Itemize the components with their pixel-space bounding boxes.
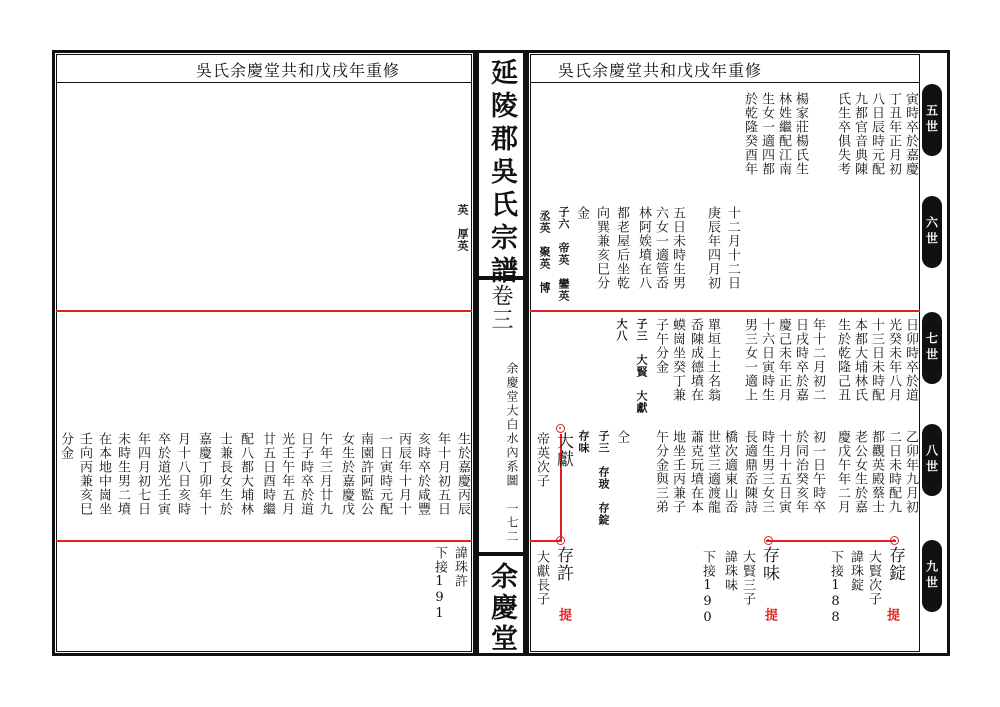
gen8-text-col-14: 地坐壬丙兼子 [670,430,685,514]
left-gen8-top: 年十月初五日 [435,432,450,516]
gen5-text-col-8: 生女一適四都 [759,92,774,176]
gen8-text-col-4: 老公女生於嘉 [852,430,867,514]
gen8-text-col-7: 於同治癸亥年 [793,430,808,514]
cunwei-name: 存味 [759,546,779,582]
gen7-text-col-9: 十六日寅時生 [759,318,774,402]
left-gen9-line-1: 諱珠許 [452,546,467,588]
gen5-text-col-9: 於乾隆癸酉年 [742,92,757,176]
generation-tab-5: 五世 [922,84,942,156]
spine-title: 延陵郡吳氏宗譜 [486,58,517,289]
gen8-text-col-13: 蕭克玩墳在本 [688,430,703,514]
cunwei-line-3: 下接190 [700,550,715,626]
left-gen-line-9 [56,540,472,542]
gen5-text-col-17: 金 [574,206,589,220]
left-gen8-col-9: 光壬午年五月 [279,432,294,516]
left-gen8-col-19: 壬向丙兼亥巳 [77,432,92,516]
gen7-text-col-2: 光癸未年八月 [886,318,901,402]
gen7-text-col-10: 男三女一適上 [742,318,757,402]
left-gen8-col-13: 嘉慶丁卯年十 [196,432,211,516]
gen8-sons-extra: 存味 [577,430,590,454]
cunding-line-1: 大賢次子 [866,550,881,606]
left-gen8-col-2: 亥時卒於咸豐 [415,432,430,516]
cunding-name: 存錠 [885,546,905,582]
gen7-text-col-11: 單垣上土名翁 [705,318,720,402]
gen5-text-col-6: 楊家莊楊氏生 [793,92,808,176]
gen6-sons-col-2: 丞英 聚英 博 [538,210,551,294]
spine-subtitle: 余慶堂大白水內系圖 一七二 [505,362,519,544]
gen5-text-col-7: 林姓繼配江南 [776,92,791,176]
left-gen8-col-10: 廿五日酉時繼 [260,432,275,516]
gen7-text-col-13: 蟆崗坐癸丁兼 [670,318,685,402]
daxian-name: 大獻 [553,432,573,468]
gen5-text-col-11: 庚辰年四月初 [705,206,720,290]
left-gen8-col-5: 南園許阿監公 [358,432,373,516]
left-gen8-col-3: 丙辰年十月十 [396,432,411,516]
cunding-line-2: 諱珠錠 [848,550,863,592]
right-gen-line-9b [766,540,896,542]
cunwei-marker [764,536,773,545]
gen8-sons-col: 子三 存玻 存錠 [597,430,610,526]
cunxu-tag: 提 [556,608,571,622]
gen7-text-col-5: 生於乾隆己丑 [835,318,850,402]
generation-tab-6: 六世 [922,196,942,268]
gen5-text-col-1: 寅時卒於嘉慶 [903,92,918,176]
gen5-text-col-2: 丁丑年正月初 [886,92,901,176]
gen8-text-col-3: 都觀英殿蔡士 [869,430,884,514]
left-gen9-line-2: 下接191 [432,546,447,622]
gen7-text-col-1: 日卯時卒於道 [903,318,918,402]
gen7-text-col-12: 岙陳成德墳在 [688,318,703,402]
left-page-inner [56,54,472,652]
left-gen8-col-17: 未時生男二墳 [115,432,130,516]
spine-divider-bottom [478,552,524,556]
gen8-text-col-6: 初一日午時卒 [810,430,825,514]
cunxu-name: 存許 [553,546,573,582]
left-gen8-col-14: 月十八日亥時 [175,432,190,516]
gen8-text-col-12: 世堂三適渡龍 [705,430,720,514]
cunding-tag: 提 [884,608,899,622]
dixian-second-son-note: 帝英次子 [534,432,549,488]
left-gen8-col-6: 女生於嘉慶戊 [339,432,354,516]
gen7-text-col-8: 慶己未年正月 [776,318,791,402]
cunwei-tag: 提 [762,608,777,622]
gen5-text-col-14: 林阿娭墳在八 [636,206,651,290]
left-gen8-col-12: 士兼長女生於 [217,432,232,516]
left-gen-line-7 [56,310,472,312]
spine-brand: 余慶堂 [486,562,517,655]
gen8-text-col-10: 長適鼎岙陳詩 [742,430,757,514]
left-header-divider [56,82,472,83]
gen8-text-col-9: 時生男三女三 [759,430,774,514]
gen8-text-col-15: 午分金與三弟 [653,430,668,514]
gen7-text-col-4: 本都大埔林氏 [852,318,867,402]
cunxu-marker [556,536,565,545]
gen7-text-col-14: 子午分金 [653,318,668,374]
left-gen8-col-8: 日子時卒於道 [298,432,313,516]
gen5-text-col-4: 九都官音典陳 [852,92,867,176]
right-page-header: 吳氏余慶堂共和戊戌年重修 [558,61,763,80]
cunding-line-3: 下接188 [828,550,843,626]
gen7-text-col-3: 十三日未時配 [869,318,884,402]
gen5-text-col-13: 六女一適管岙 [653,206,668,290]
left-gen8-col-4: 一日寅時元配 [377,432,392,516]
generation-tab-7: 七世 [922,312,942,384]
gen8-text-col-1: 乙卯年九月初 [903,430,918,514]
left-gen8-col-11: 配八都大埔林 [238,432,253,516]
gen7-rank-label: 大八 [615,318,628,342]
spine-volume: 卷三 [488,284,513,332]
cunwei-line-2: 諱珠味 [722,550,737,592]
cunding-marker [890,536,899,545]
gen8-text-col-8: 十月十五日寅 [776,430,791,514]
left-gen6-names-1: 英 厚英 [456,204,469,252]
gen5-text-col-15: 都老屋后坐乾 [614,206,629,290]
gen5-text-col-3: 八日辰時元配 [869,92,884,176]
gen8-text-col-11: 橋次適東山岙 [722,430,737,514]
gen7-sons-col: 子三 大賢 大獻 [635,318,648,414]
gen5-text-col-12: 五日未時生男 [670,206,685,290]
gen7-text-col-6: 年十二月初二 [810,318,825,402]
left-gen8-col-18: 在本地中崗坐 [96,432,111,516]
gen8-text-col-16: 仝 [614,430,629,444]
left-gen8-col-15: 卒於道光壬寅 [155,432,170,516]
cunwei-line-1: 大賢三子 [740,550,755,606]
left-gen8-col-7: 午年三月廿九 [317,432,332,516]
left-gen8-col-20: 分金 [58,432,73,460]
gen5-text-col-5: 氏生卒俱失考 [835,92,850,176]
gen8-text-col-5: 慶戊午年二月 [835,430,850,514]
cunxu-line-1: 大獻長子 [534,550,549,606]
gen7-text-col-7: 日戌時卒於嘉 [793,318,808,402]
right-gen-line-7 [530,310,920,312]
left-gen8-col-1: 生於嘉慶丙辰 [455,432,470,516]
left-page-header: 吳氏余慶堂共和戊戌年重修 [196,61,401,80]
gen5-text-col-10: 十二月十二日 [725,206,740,290]
gen8-text-col-2: 二日未時配九 [886,430,901,514]
gen5-text-col-16: 向巽兼亥巳分 [594,206,609,290]
gen6-sons-col-1: 子六 帝英 鑾英 [557,206,570,302]
generation-tab-9: 九世 [922,540,942,612]
generation-tab-8: 八世 [922,424,942,496]
left-gen8-col-16: 年四月初七日 [135,432,150,516]
right-header-divider [530,82,920,83]
